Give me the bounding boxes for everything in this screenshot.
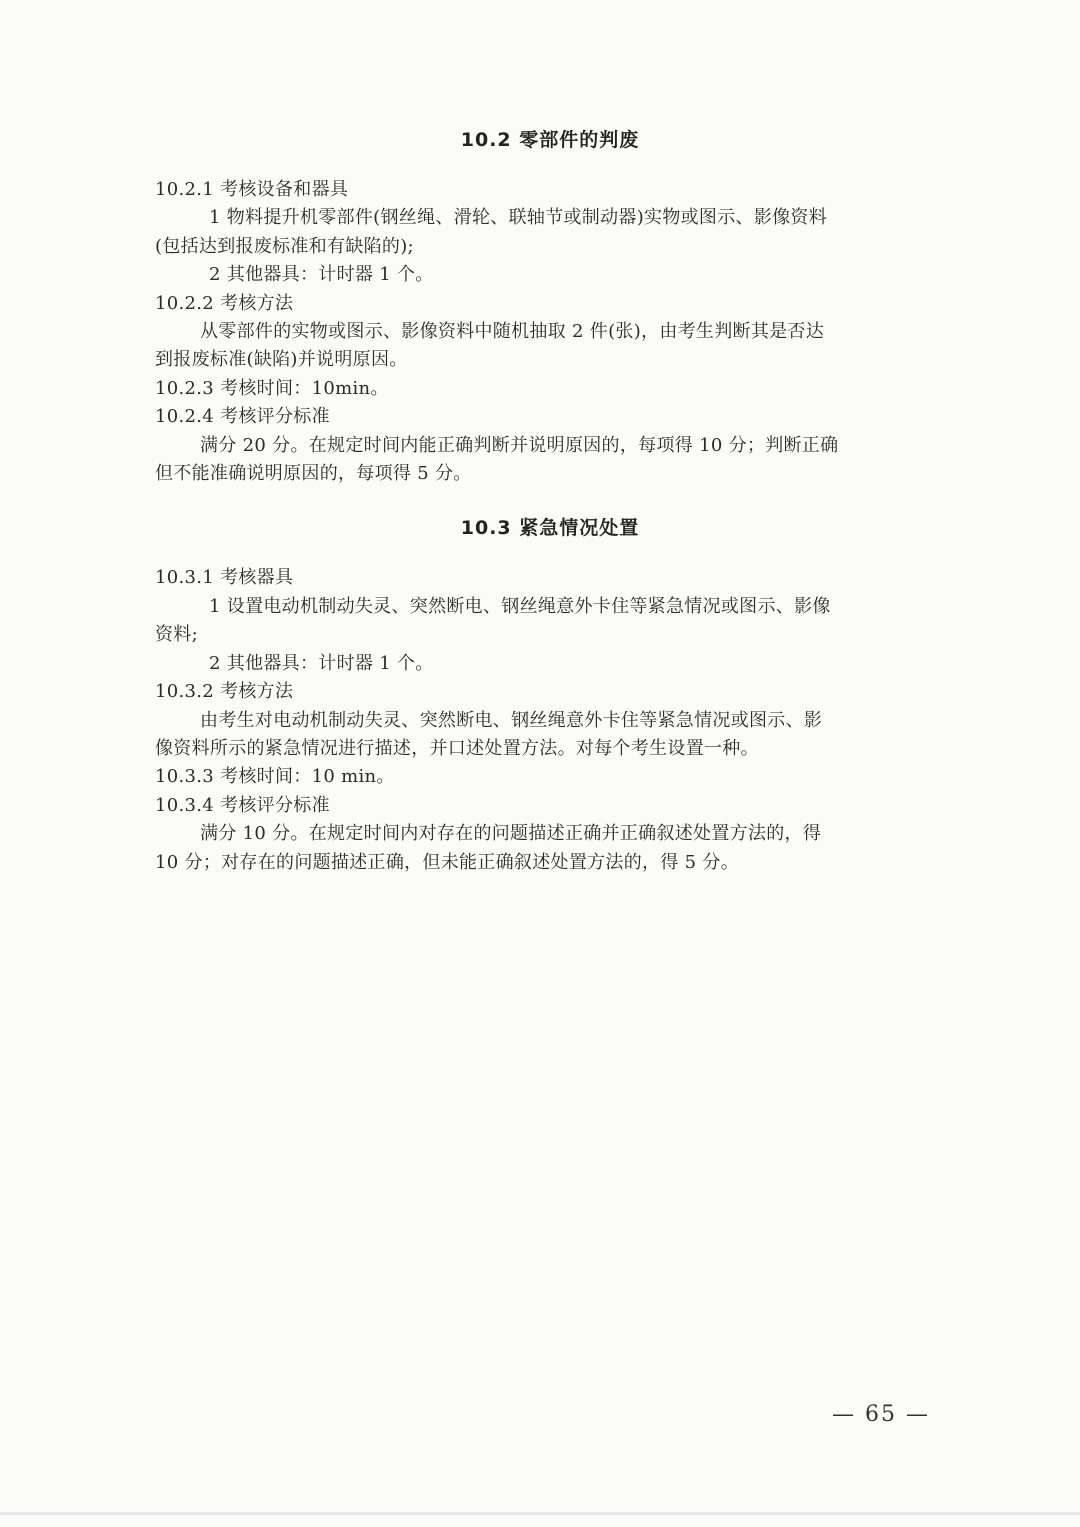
bottom-edge-rule <box>0 1512 1080 1515</box>
text-line: 满分 20 分。在规定时间内能正确判断并说明原因的，每项得 10 分；判断正确 <box>200 434 839 456</box>
text-line: 从零部件的实物或图示、影像资料中随机抽取 2 件(张)，由考生判断其是否达 <box>200 321 825 343</box>
text-line: 10.2.1 考核设备和器具 <box>155 179 349 200</box>
text-line: (包括达到报废标准和有缺陷的); <box>155 235 414 257</box>
section-body-10-3 <box>155 564 945 876</box>
text-line: 2 其他器具：计时器 1 个。 <box>209 264 434 286</box>
text-line: 10.3.4 考核评分标准 <box>155 794 330 816</box>
text-line: 到报废标准(缺陷)并说明原因。 <box>155 349 408 371</box>
text-line: 10.2.2 考核方法 <box>155 292 294 314</box>
text-line: 10.2.3 考核时间：10min。 <box>155 377 389 399</box>
section-title-10-3: 10.3 紧急情况处置 <box>460 517 640 540</box>
text-line: 像资料所示的紧急情况进行描述，并口述处置方法。对每个考生设置一种。 <box>155 737 759 759</box>
text-line: 满分 10 分。在规定时间内对存在的问题描述正确并正确叙述处置方法的，得 <box>200 823 822 845</box>
text-line: 10.3.3 考核时间：10 min。 <box>155 766 395 788</box>
text-line: 10.3.1 考核器具 <box>155 567 294 589</box>
text-line: 资料; <box>155 624 198 646</box>
text-line: 但不能准确说明原因的，每项得 5 分。 <box>155 463 472 485</box>
page-content <box>155 120 945 877</box>
text-line: 2 其他器具：计时器 1 个。 <box>209 652 434 674</box>
section-body-10-2 <box>155 176 945 488</box>
text-line: 10 分；对存在的问题描述正确，但未能正确叙述处置方法的，得 5 分。 <box>155 851 740 873</box>
text-line: 1 设置电动机制动失灵、突然断电、钢丝绳意外卡住等紧急情况或图示、影像 <box>209 595 831 617</box>
page-number: — 65 — <box>832 1402 930 1427</box>
text-line: 1 物料提升机零部件(钢丝绳、滑轮、联轴节或制动器)实物或图示、影像资料 <box>209 207 828 229</box>
text-line: 10.2.4 考核评分标准 <box>155 406 330 428</box>
section-title-10-2: 10.2 零部件的判废 <box>460 129 640 151</box>
text-line: 10.3.2 考核方法 <box>155 681 294 703</box>
text-line: 由考生对电动机制动失灵、突然断电、钢丝绳意外卡住等紧急情况或图示、影 <box>200 709 823 731</box>
